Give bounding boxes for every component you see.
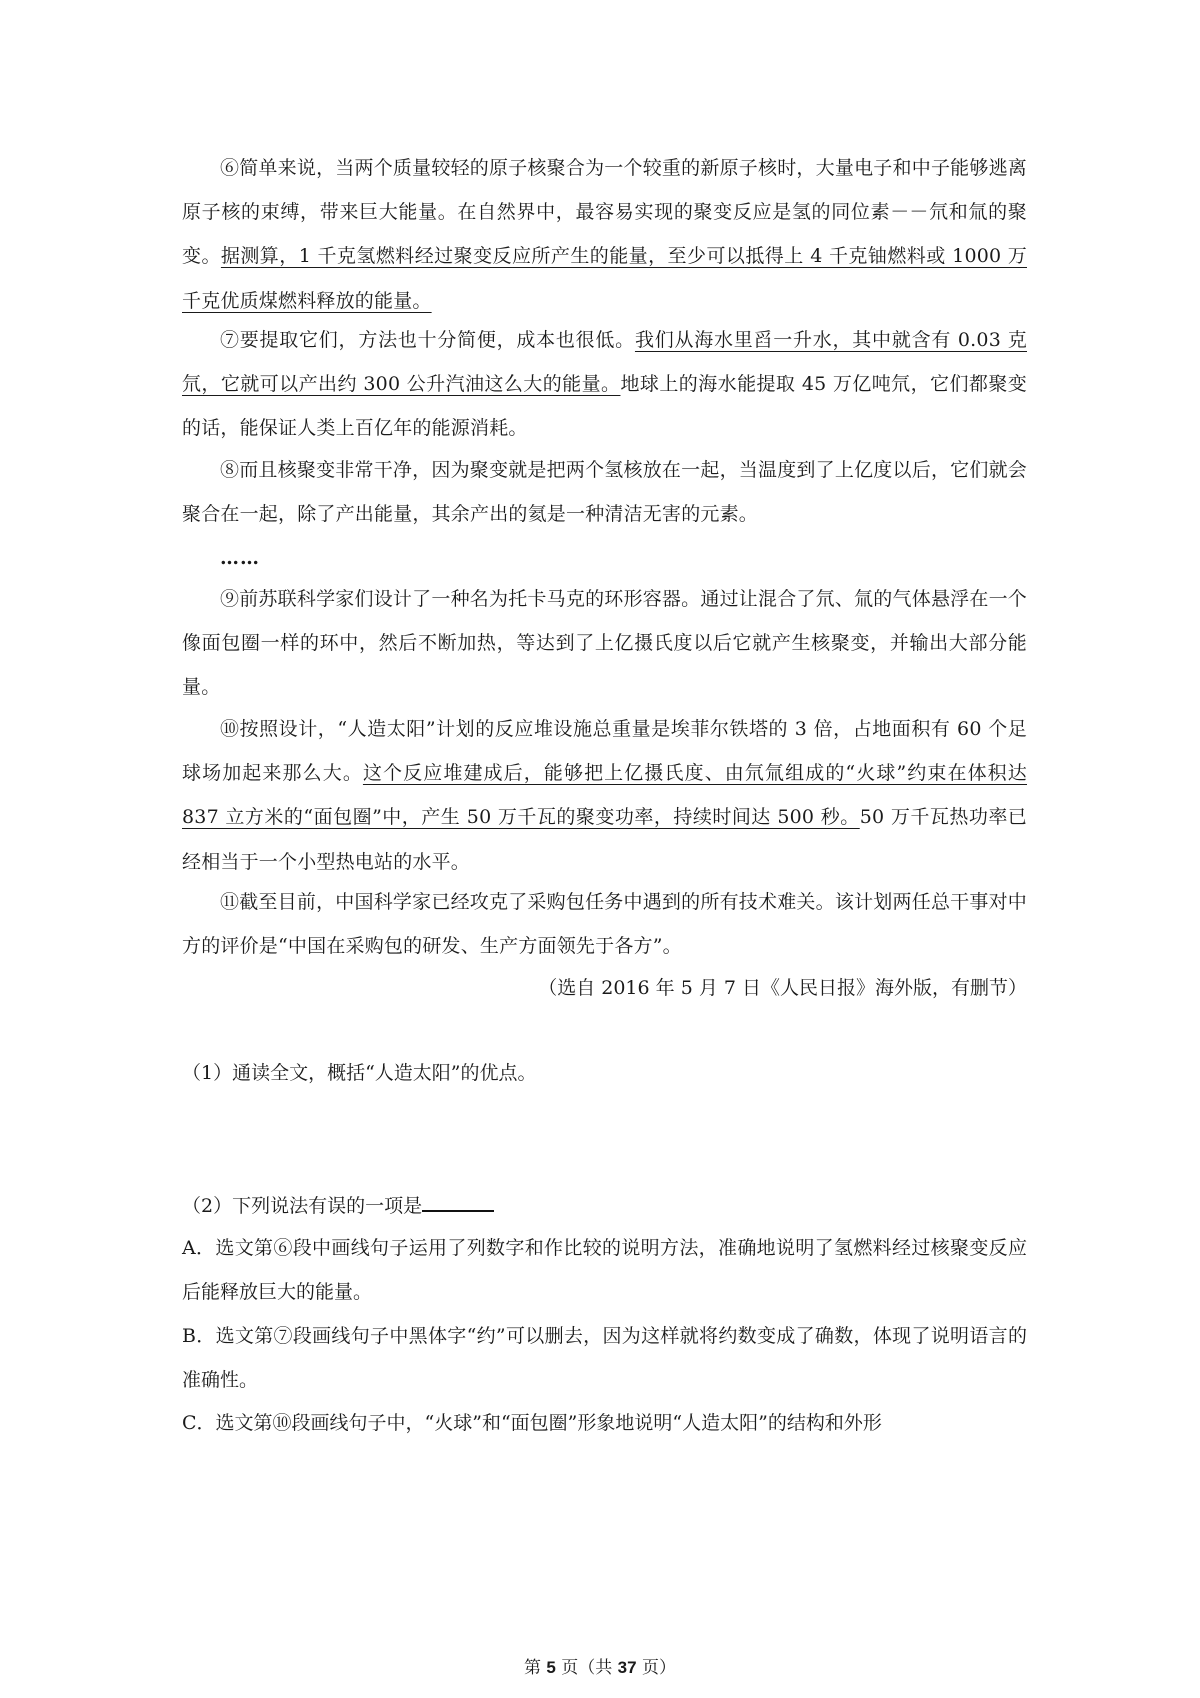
paragraph-9 <box>182 577 1027 710</box>
paragraph-7 <box>182 318 1027 451</box>
paragraph-8 <box>182 448 1027 536</box>
question-1-text: （1）通读全文，概括“人造太阳”的优点。 <box>182 1062 537 1084</box>
p6-underlined-sentence: 据测算，1 千克氢燃料经过聚变反应所产生的能量，至少可以抵得上 4 千克铀燃料或 1000 万千克优质煤燃料释放的能量。 <box>182 245 1027 312</box>
p7-underlined-sentence: 我们从海水里舀一升水，其中就含有 0.03 克氘，它就可以产出约 300 公升汽油这么大的能量。 <box>182 329 1027 396</box>
p7-text-a: ⑦要提取它们，方法也十分简便，成本也很低。 <box>220 329 635 351</box>
option-c <box>182 1401 1027 1445</box>
p8-text: ⑧而且核聚变非常干净，因为聚变就是把两个氢核放在一起，当温度到了上亿度以后，它们就会聚合在一起，除了产出能量，其余产出的氦是一种清洁无害的元素。 <box>182 459 1027 526</box>
page-footer <box>0 1653 1200 1678</box>
question-2-text: （2）下列说法有误的一项是 <box>182 1195 423 1217</box>
paragraph-11 <box>182 880 1027 968</box>
p10-text-a: ⑩按照设计，“人造太阳”计划的反应堆设施总重量是埃菲尔铁塔的 3 倍，占地面积有 60 个足球场加起来那么大。 <box>182 718 1027 785</box>
footer-suffix: 页） <box>636 1658 676 1678</box>
p7-text-b: 地球上的海水能提取 45 万亿吨氘，它们都聚变的话，能保证人类上百亿年的能源消耗。 <box>182 373 1027 440</box>
option-a-text: A．选文第⑥段中画线句子运用了列数字和作比较的说明方法，准确地说明了氢燃料经过核聚变反应后能释放巨大的能量。 <box>182 1237 1027 1304</box>
p9-text: ⑨前苏联科学家们设计了一种名为托卡马克的环形容器。通过让混合了氘、氚的气体悬浮在一个像面包圈一样的环中，然后不断加热，等达到了上亿摄氏度以后它就产生核聚变，并输出大部分能量。 <box>182 588 1027 699</box>
p11-text: ⑪截至目前，中国科学家已经攻克了采购包任务中遇到的所有技术难关。该计划两任总干事对中方的评价是“中国在采购包的研发、生产方面领先于各方”。 <box>182 891 1027 958</box>
source-citation <box>182 966 1027 1010</box>
ellipsis <box>182 536 1027 580</box>
question-1 <box>182 1051 1027 1095</box>
option-b-text: B．选文第⑦段画线句子中黑体字“约”可以删去，因为这样就将约数变成了确数，体现了说明语言的准确性。 <box>182 1325 1027 1392</box>
footer-prefix: 第 <box>523 1658 547 1678</box>
paragraph-6 <box>182 146 1027 323</box>
footer-total-pages: 37 <box>617 1658 637 1677</box>
option-c-text: C．选文第⑩段画线句子中，“火球”和“面包圈”形象地说明“人造太阳”的结构和外形 <box>182 1412 882 1434</box>
paragraph-10 <box>182 707 1027 884</box>
option-a <box>182 1226 1027 1314</box>
p10-underlined-sentence: 这个反应堆建成后，能够把上亿摄氏度、由氘氚组成的“火球”约束在体积达 837 立方米的“面包圈”中，产生 50 万千瓦的聚变功率，持续时间达 500 秒。 <box>182 762 1027 829</box>
p10-text-b: 50 万千瓦热功率已经相当于一个小型热电站的水平。 <box>182 806 1028 873</box>
footer-page-number: 5 <box>546 1658 556 1677</box>
question-2 <box>182 1184 1027 1228</box>
answer-blank[interactable] <box>422 1192 494 1212</box>
source-text: （选自 2016 年 5 月 7 日《人民日报》海外版，有删节） <box>538 977 1027 999</box>
footer-mid: 页（共 <box>555 1658 618 1678</box>
ellipsis-text: …… <box>220 547 260 569</box>
option-b <box>182 1314 1027 1402</box>
p6-text: ⑥简单来说，当两个质量较轻的原子核聚合为一个较重的新原子核时，大量电子和中子能够逃离原子核的束缚，带来巨大能量。在自然界中，最容易实现的聚变反应是氢的同位素－－氘和氚的聚变。 <box>182 157 1027 268</box>
